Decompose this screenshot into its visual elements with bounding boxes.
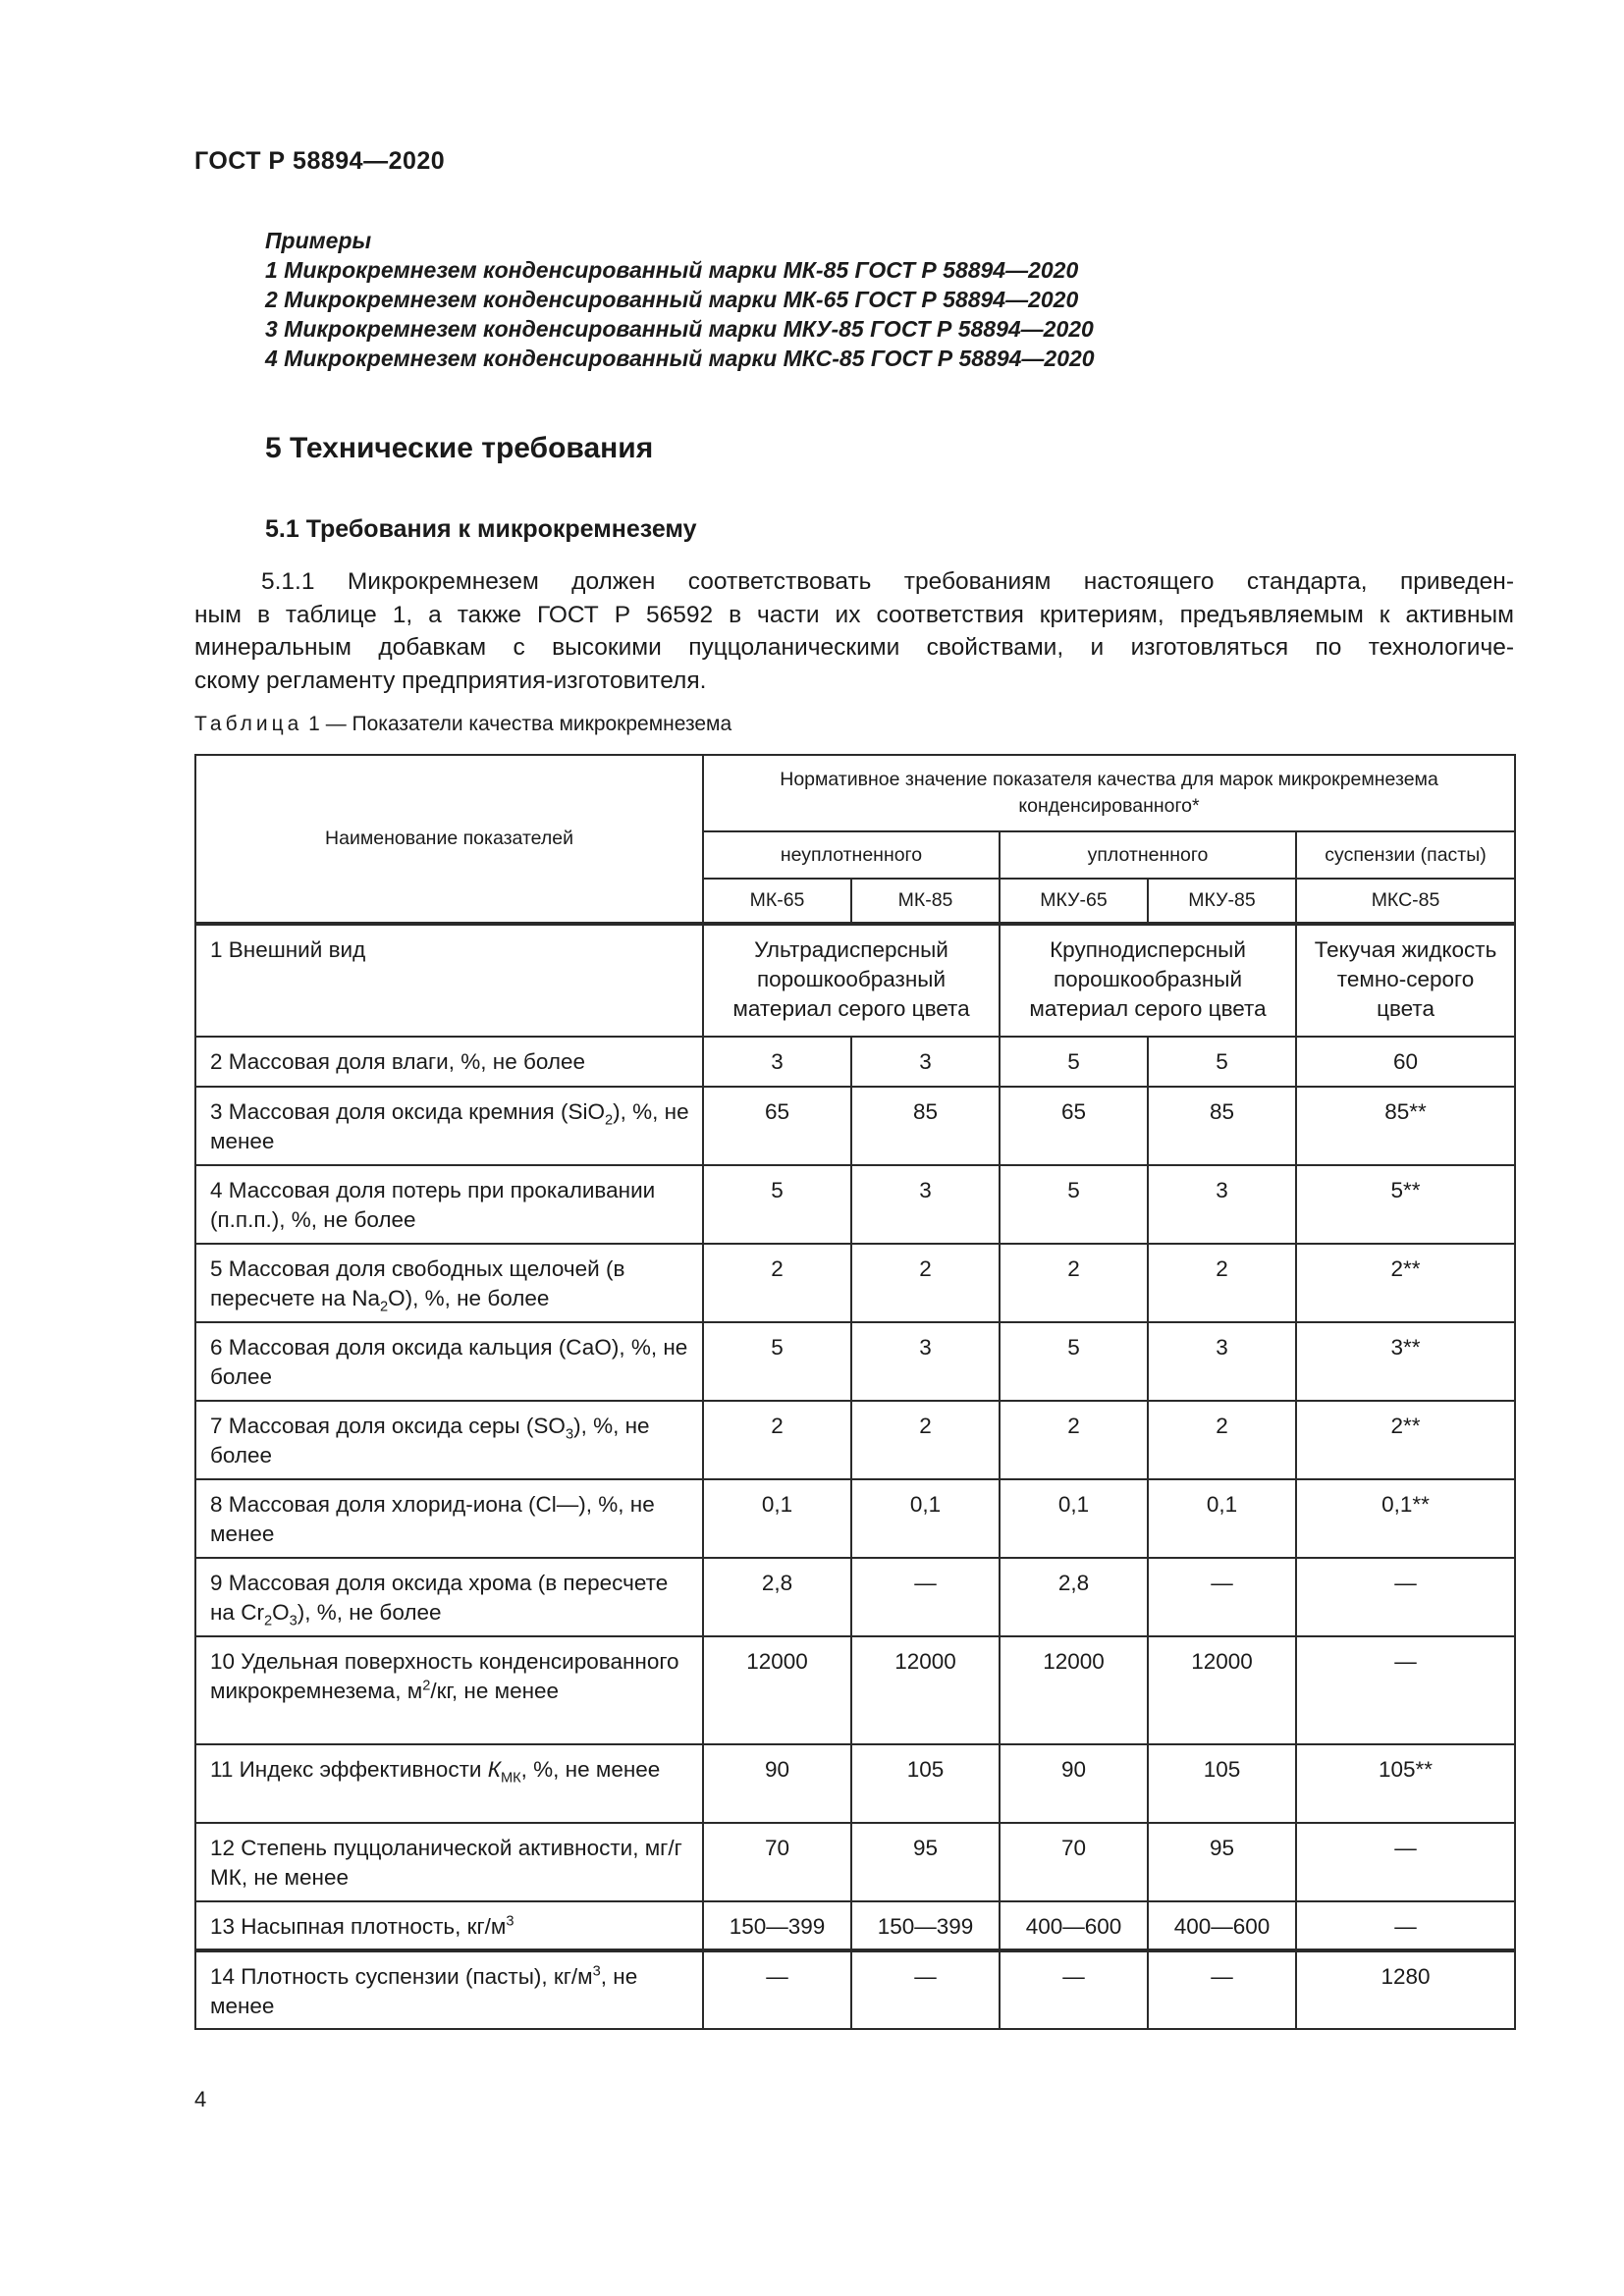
cell-value: 3 xyxy=(1148,1322,1296,1401)
table-row xyxy=(195,1479,1515,1558)
row-name-part: 3 Массовая доля оксида кремния (SiO xyxy=(210,1099,605,1124)
example-item: 3 Микрокремнезем конденсированный марки МКУ-85 ГОСТ Р 58894—2020 xyxy=(265,316,1094,342)
cell-value: — xyxy=(1148,1558,1296,1636)
cell-value: 2,8 xyxy=(1000,1558,1148,1636)
row-name xyxy=(195,1636,703,1744)
cell-value: — xyxy=(703,1950,851,2029)
row-name: 12 Степень пуццоланической активности, мг/г МК, не менее xyxy=(195,1823,703,1901)
table-row xyxy=(195,1401,1515,1479)
table-caption-label: Таблица xyxy=(194,713,303,735)
cell-value: 400—600 xyxy=(1000,1901,1148,1950)
table-row xyxy=(195,1087,1515,1165)
table-row xyxy=(195,1322,1515,1401)
row-name: 8 Массовая доля хлорид-иона (Cl—), %, не менее xyxy=(195,1479,703,1558)
quality-table xyxy=(194,754,1516,2030)
header-grade: МКУ-65 xyxy=(1000,879,1148,924)
row-name xyxy=(195,1558,703,1636)
header-group: Нормативное значение показателя качества для марок микрокремнезема конденсированного* xyxy=(703,755,1515,831)
header-grade: МКУ-85 xyxy=(1148,879,1296,924)
cell-value: 2 xyxy=(1000,1401,1148,1479)
table-row xyxy=(195,1744,1515,1823)
row-name-superscript: 3 xyxy=(592,1963,601,1980)
row-name-part: , %, не менее xyxy=(520,1757,661,1782)
example-item: 2 Микрокремнезем конденсированный марки МК-65 ГОСТ Р 58894—2020 xyxy=(265,287,1079,312)
cell-value: 400—600 xyxy=(1148,1901,1296,1950)
cell-value: 105** xyxy=(1296,1744,1515,1823)
cell-value: 85 xyxy=(851,1087,1000,1165)
cell-value: 5 xyxy=(1000,1322,1148,1401)
document-code: ГОСТ Р 58894—2020 xyxy=(194,147,446,175)
cell-value: 12000 xyxy=(1000,1636,1148,1744)
row-name-subscript: МК xyxy=(500,1770,521,1787)
row-name: 4 Массовая доля потерь при прокаливании (п.п.п.), %, не более xyxy=(195,1165,703,1244)
cell-value: 150—399 xyxy=(703,1901,851,1950)
cell-value: 95 xyxy=(1148,1823,1296,1901)
cell-value: 3 xyxy=(1148,1165,1296,1244)
paragraph-line: ным в таблице 1, а также ГОСТ Р 56592 в части их соответствия критериям, предъявляемым к активным xyxy=(194,601,1514,628)
cell-value: — xyxy=(1148,1950,1296,2029)
cell-value: 5 xyxy=(703,1322,851,1401)
row-name-part: ), %, не более xyxy=(210,1414,650,1468)
table-row xyxy=(195,1901,1515,1950)
cell-value: 2 xyxy=(1000,1244,1148,1322)
cell-value: — xyxy=(1296,1636,1515,1744)
appearance-compacted: Крупнодисперсный порошкообразный материал серого цвета xyxy=(1000,924,1296,1037)
cell-value: 5** xyxy=(1296,1165,1515,1244)
row-name-subscript: 2 xyxy=(263,1613,273,1629)
cell-value: 105 xyxy=(1148,1744,1296,1823)
cell-value: — xyxy=(1296,1558,1515,1636)
table-row xyxy=(195,1823,1515,1901)
header-name-column: Наименование показателей xyxy=(195,755,703,924)
cell-value: — xyxy=(1000,1950,1148,2029)
row-name-part: 14 Плотность суспензии (пасты), кг/м xyxy=(210,1964,593,1989)
row-name xyxy=(195,1901,703,1950)
cell-value: 65 xyxy=(1000,1087,1148,1165)
paragraph-line: скому регламенту предприятия-изготовителя. xyxy=(194,667,707,694)
cell-value: 0,1 xyxy=(1000,1479,1148,1558)
cell-value: 1280 xyxy=(1296,1950,1515,2029)
cell-value: 65 xyxy=(703,1087,851,1165)
row-name-italic: К xyxy=(487,1757,501,1782)
cell-value: 70 xyxy=(1000,1823,1148,1901)
cell-value: 2,8 xyxy=(703,1558,851,1636)
example-item: 1 Микрокремнезем конденсированный марки МК-85 ГОСТ Р 58894—2020 xyxy=(265,257,1079,283)
row-name-subscript: 3 xyxy=(565,1426,574,1443)
row-name-part: ), %, не менее xyxy=(210,1099,689,1153)
row-name: 2 Массовая доля влаги, %, не более xyxy=(195,1037,703,1087)
row-name-part: ), %, не более xyxy=(297,1600,442,1625)
subsection-title: 5.1 Требования к микрокремнезему xyxy=(265,515,697,543)
cell-value: — xyxy=(1296,1823,1515,1901)
paragraph-5-1-1 xyxy=(194,565,1514,697)
header-type-suspension: суспензии (пасты) xyxy=(1296,831,1515,879)
row-name-superscript: 2 xyxy=(422,1678,431,1694)
cell-value: 3 xyxy=(703,1037,851,1087)
row-name-part: 5 Массовая доля свободных щелочей (в пересчете на Na xyxy=(210,1256,625,1310)
table-row xyxy=(195,1165,1515,1244)
cell-value: 60 xyxy=(1296,1037,1515,1087)
cell-value: 70 xyxy=(703,1823,851,1901)
cell-value: 5 xyxy=(1000,1037,1148,1087)
cell-value: 12000 xyxy=(703,1636,851,1744)
cell-value: 5 xyxy=(703,1165,851,1244)
cell-value: 85** xyxy=(1296,1087,1515,1165)
cell-value: 3** xyxy=(1296,1322,1515,1401)
row-name-subscript: 3 xyxy=(289,1613,298,1629)
row-name-part: /кг, не менее xyxy=(430,1679,560,1703)
table-row xyxy=(195,1244,1515,1322)
cell-value: 95 xyxy=(851,1823,1000,1901)
cell-value: 3 xyxy=(851,1165,1000,1244)
table-row xyxy=(195,1037,1515,1087)
page-number: 4 xyxy=(194,2087,207,2111)
row-name: 1 Внешний вид xyxy=(195,924,703,1037)
cell-value: 150—399 xyxy=(851,1901,1000,1950)
row-name-part: 11 Индекс эффективности xyxy=(210,1757,488,1782)
cell-value: 0,1 xyxy=(703,1479,851,1558)
row-name xyxy=(195,1950,703,2029)
cell-value: 5 xyxy=(1000,1165,1148,1244)
cell-value: 2 xyxy=(851,1244,1000,1322)
row-name: 6 Массовая доля оксида кальция (СаО), %, не более xyxy=(195,1322,703,1401)
row-name-part: 13 Насыпная плотность, кг/м xyxy=(210,1914,507,1939)
header-grade: МКС-85 xyxy=(1296,879,1515,924)
examples-title: Примеры xyxy=(265,228,372,253)
row-name-part: O xyxy=(272,1600,290,1625)
examples-block xyxy=(265,226,1095,373)
row-name-subscript: 2 xyxy=(379,1299,389,1315)
cell-value: 5 xyxy=(1148,1037,1296,1087)
row-name xyxy=(195,1744,703,1823)
cell-value: 2 xyxy=(851,1401,1000,1479)
cell-value: 0,1 xyxy=(851,1479,1000,1558)
cell-value: 2** xyxy=(1296,1401,1515,1479)
cell-value: 12000 xyxy=(1148,1636,1296,1744)
header-grade: МК-65 xyxy=(703,879,851,924)
header-type-compacted: уплотненного xyxy=(1000,831,1296,879)
cell-value: 2 xyxy=(703,1244,851,1322)
paragraph-line: 5.1.1 Микрокремнезем должен соответствовать требованиям настоящего стандарта, приведен- xyxy=(261,568,1514,595)
row-name xyxy=(195,1401,703,1479)
table-row xyxy=(195,1558,1515,1636)
section-title: 5 Технические требования xyxy=(265,432,654,464)
cell-value: 12000 xyxy=(851,1636,1000,1744)
header-type-uncompacted: неуплотненного xyxy=(703,831,1000,879)
row-name-part: 9 Массовая доля оксида хрома (в пересчете на Cr xyxy=(210,1571,669,1625)
row-name-part: 10 Удельная поверхность конденсированного микрокремнезема, м xyxy=(210,1649,679,1703)
cell-value: 105 xyxy=(851,1744,1000,1823)
row-name-superscript: 3 xyxy=(506,1913,514,1930)
row-name-part: , не менее xyxy=(210,1964,638,2018)
cell-value: 2 xyxy=(1148,1401,1296,1479)
cell-value: — xyxy=(851,1950,1000,2029)
table-caption-text: 1 — Показатели качества микрокремнезема xyxy=(302,713,732,735)
cell-value: 0,1 xyxy=(1148,1479,1296,1558)
table-row xyxy=(195,1950,1515,2029)
cell-value: 90 xyxy=(1000,1744,1148,1823)
row-name xyxy=(195,1087,703,1165)
row-name-subscript: 2 xyxy=(605,1112,614,1129)
row-name-part: 7 Массовая доля оксида серы (SO xyxy=(210,1414,566,1438)
cell-value: 0,1** xyxy=(1296,1479,1515,1558)
table-row xyxy=(195,924,1515,1037)
cell-value: — xyxy=(1296,1901,1515,1950)
paragraph-line: минеральным добавкам с высокими пуццоланическими свойствами, и изготовляться по технологиче- xyxy=(194,634,1514,661)
cell-value: 2 xyxy=(1148,1244,1296,1322)
appearance-suspension: Текучая жидкость темно-серого цвета xyxy=(1296,924,1515,1037)
appearance-uncompacted: Ультрадисперсный порошкообразный материал серого цвета xyxy=(703,924,1000,1037)
table-row xyxy=(195,1636,1515,1744)
cell-value: 2 xyxy=(703,1401,851,1479)
header-grade: МК-85 xyxy=(851,879,1000,924)
example-item: 4 Микрокремнезем конденсированный марки МКС-85 ГОСТ Р 58894—2020 xyxy=(265,346,1095,371)
cell-value: 90 xyxy=(703,1744,851,1823)
table-caption xyxy=(194,713,731,736)
cell-value: 85 xyxy=(1148,1087,1296,1165)
cell-value: 2** xyxy=(1296,1244,1515,1322)
row-name-part: O), %, не более xyxy=(388,1286,550,1310)
cell-value: — xyxy=(851,1558,1000,1636)
row-name xyxy=(195,1244,703,1322)
cell-value: 3 xyxy=(851,1322,1000,1401)
cell-value: 3 xyxy=(851,1037,1000,1087)
